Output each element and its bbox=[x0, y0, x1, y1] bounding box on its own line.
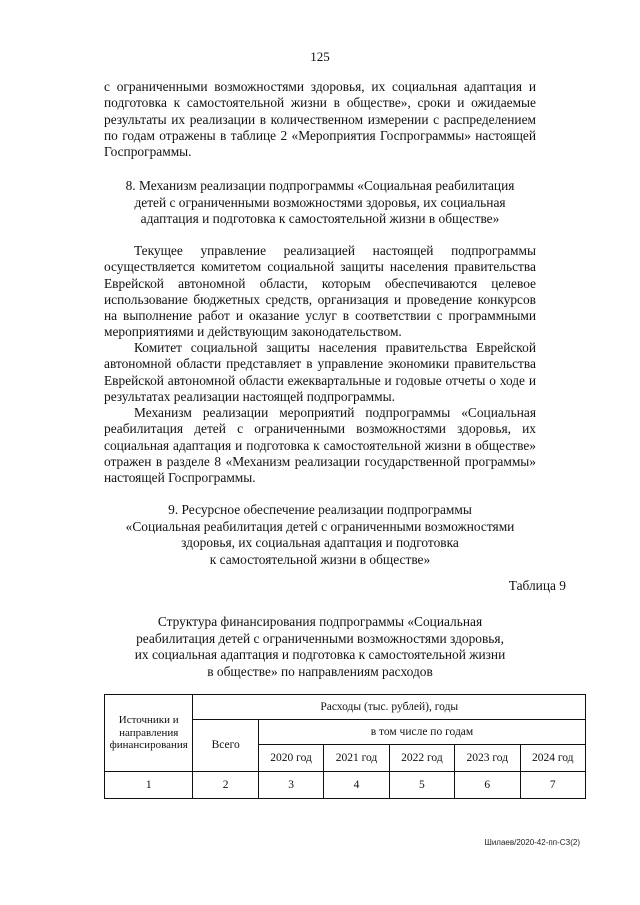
table-title-line: в обществе» по направлениям расходов bbox=[207, 663, 433, 679]
header-total: Всего bbox=[193, 720, 258, 772]
header-by-years: в том числе по годам bbox=[258, 720, 585, 745]
column-number: 7 bbox=[520, 772, 586, 799]
column-number: 4 bbox=[324, 772, 389, 799]
intro-line: по годам отражены в таблице 2 «Мероприятия Госпрограммы» настоящей bbox=[104, 127, 536, 143]
heading-line: адаптация и подготовка к самостоятельной жизни в обществе» bbox=[140, 211, 500, 226]
section-8-paragraph-1: Текущее управление реализацией настоящей подпрограммы осуществляется комитетом социальной защиты населения правительства Еврейской автономной области, которым обеспечиваются целевое использование бюджетных средств, организация и проведение конкурсов на выполнение работ и оказание услуг в соответствии с программными мероприятиями и действующим законодательством. bbox=[104, 243, 536, 340]
section-9-heading bbox=[104, 502, 536, 568]
header-year: 2024 год bbox=[520, 745, 586, 772]
heading-line: 9. Ресурсное обеспечение реализации подпрограммы bbox=[168, 502, 472, 517]
intro-line: и подготовка к самостоятельной жизни в обществе», сроки и ожидаемые bbox=[104, 79, 536, 111]
intro-paragraph bbox=[104, 79, 536, 160]
column-number: 2 bbox=[193, 772, 258, 799]
financing-table bbox=[104, 694, 586, 799]
section-8-paragraph-3: Механизм реализации мероприятий подпрограммы «Социальная реабилитация детей с ограниченными возможностями здоровья, их социальная адаптация и подготовка к самостоятельной жизни в обществе» отражен в разделе 8 «Механизм реализации государственной программы» настоящей Госпрограммы. bbox=[104, 405, 536, 486]
table-title-line: Структура финансирования подпрограммы «Социальная bbox=[157, 614, 483, 629]
intro-line: Госпрограммы. bbox=[104, 144, 192, 160]
column-number: 3 bbox=[258, 772, 323, 799]
heading-line: здоровья, их социальная адаптация и подготовка bbox=[181, 535, 459, 550]
table-title bbox=[104, 614, 536, 680]
header-year: 2022 год bbox=[389, 745, 454, 772]
column-number: 5 bbox=[389, 772, 454, 799]
heading-line: к самостоятельной жизни в обществе» bbox=[209, 551, 431, 567]
header-year: 2023 год bbox=[455, 745, 520, 772]
footer-document-code: Шилаев/2020-42-пп-СЗ(2) bbox=[484, 838, 580, 847]
column-number: 6 bbox=[455, 772, 520, 799]
header-sources: Источники и направления финансирования bbox=[105, 695, 193, 772]
page-number: 125 bbox=[310, 49, 330, 64]
intro-line: с ограниченными возможностями здоровья, их социальная адаптация bbox=[104, 79, 523, 94]
section-8-heading bbox=[104, 178, 536, 228]
table-column-number-row bbox=[105, 772, 586, 799]
header-expenses: Расходы (тыс. рублей), годы bbox=[193, 695, 586, 720]
heading-line: 8. Механизм реализации подпрограммы «Социальная реабилитация bbox=[125, 178, 515, 193]
table-title-line: реабилитация детей с ограниченными возможностями здоровья, bbox=[136, 630, 504, 646]
table-title-line: их социальная адаптация и подготовка к самостоятельной жизни bbox=[134, 647, 506, 662]
table-header-row bbox=[105, 695, 586, 720]
section-8-paragraph-2: Комитет социальной защиты населения правительства Еврейской автономной области представляет в управление экономики правительства Еврейской автономной области ежеквартальные и годовые отчеты о ходе и результатах реализации настоящей подпрограммы. bbox=[104, 340, 536, 404]
column-number: 1 bbox=[105, 772, 193, 799]
table-label: Таблица 9 bbox=[508, 578, 566, 593]
header-year: 2021 год bbox=[324, 745, 389, 772]
intro-line: результаты их реализации в количественном измерении с распределением bbox=[104, 111, 536, 127]
heading-line: детей с ограниченными возможностями здоровья, их социальная bbox=[134, 194, 506, 210]
header-year: 2020 год bbox=[258, 745, 323, 772]
heading-line: «Социальная реабилитация детей с ограниченными возможностями bbox=[125, 518, 515, 534]
